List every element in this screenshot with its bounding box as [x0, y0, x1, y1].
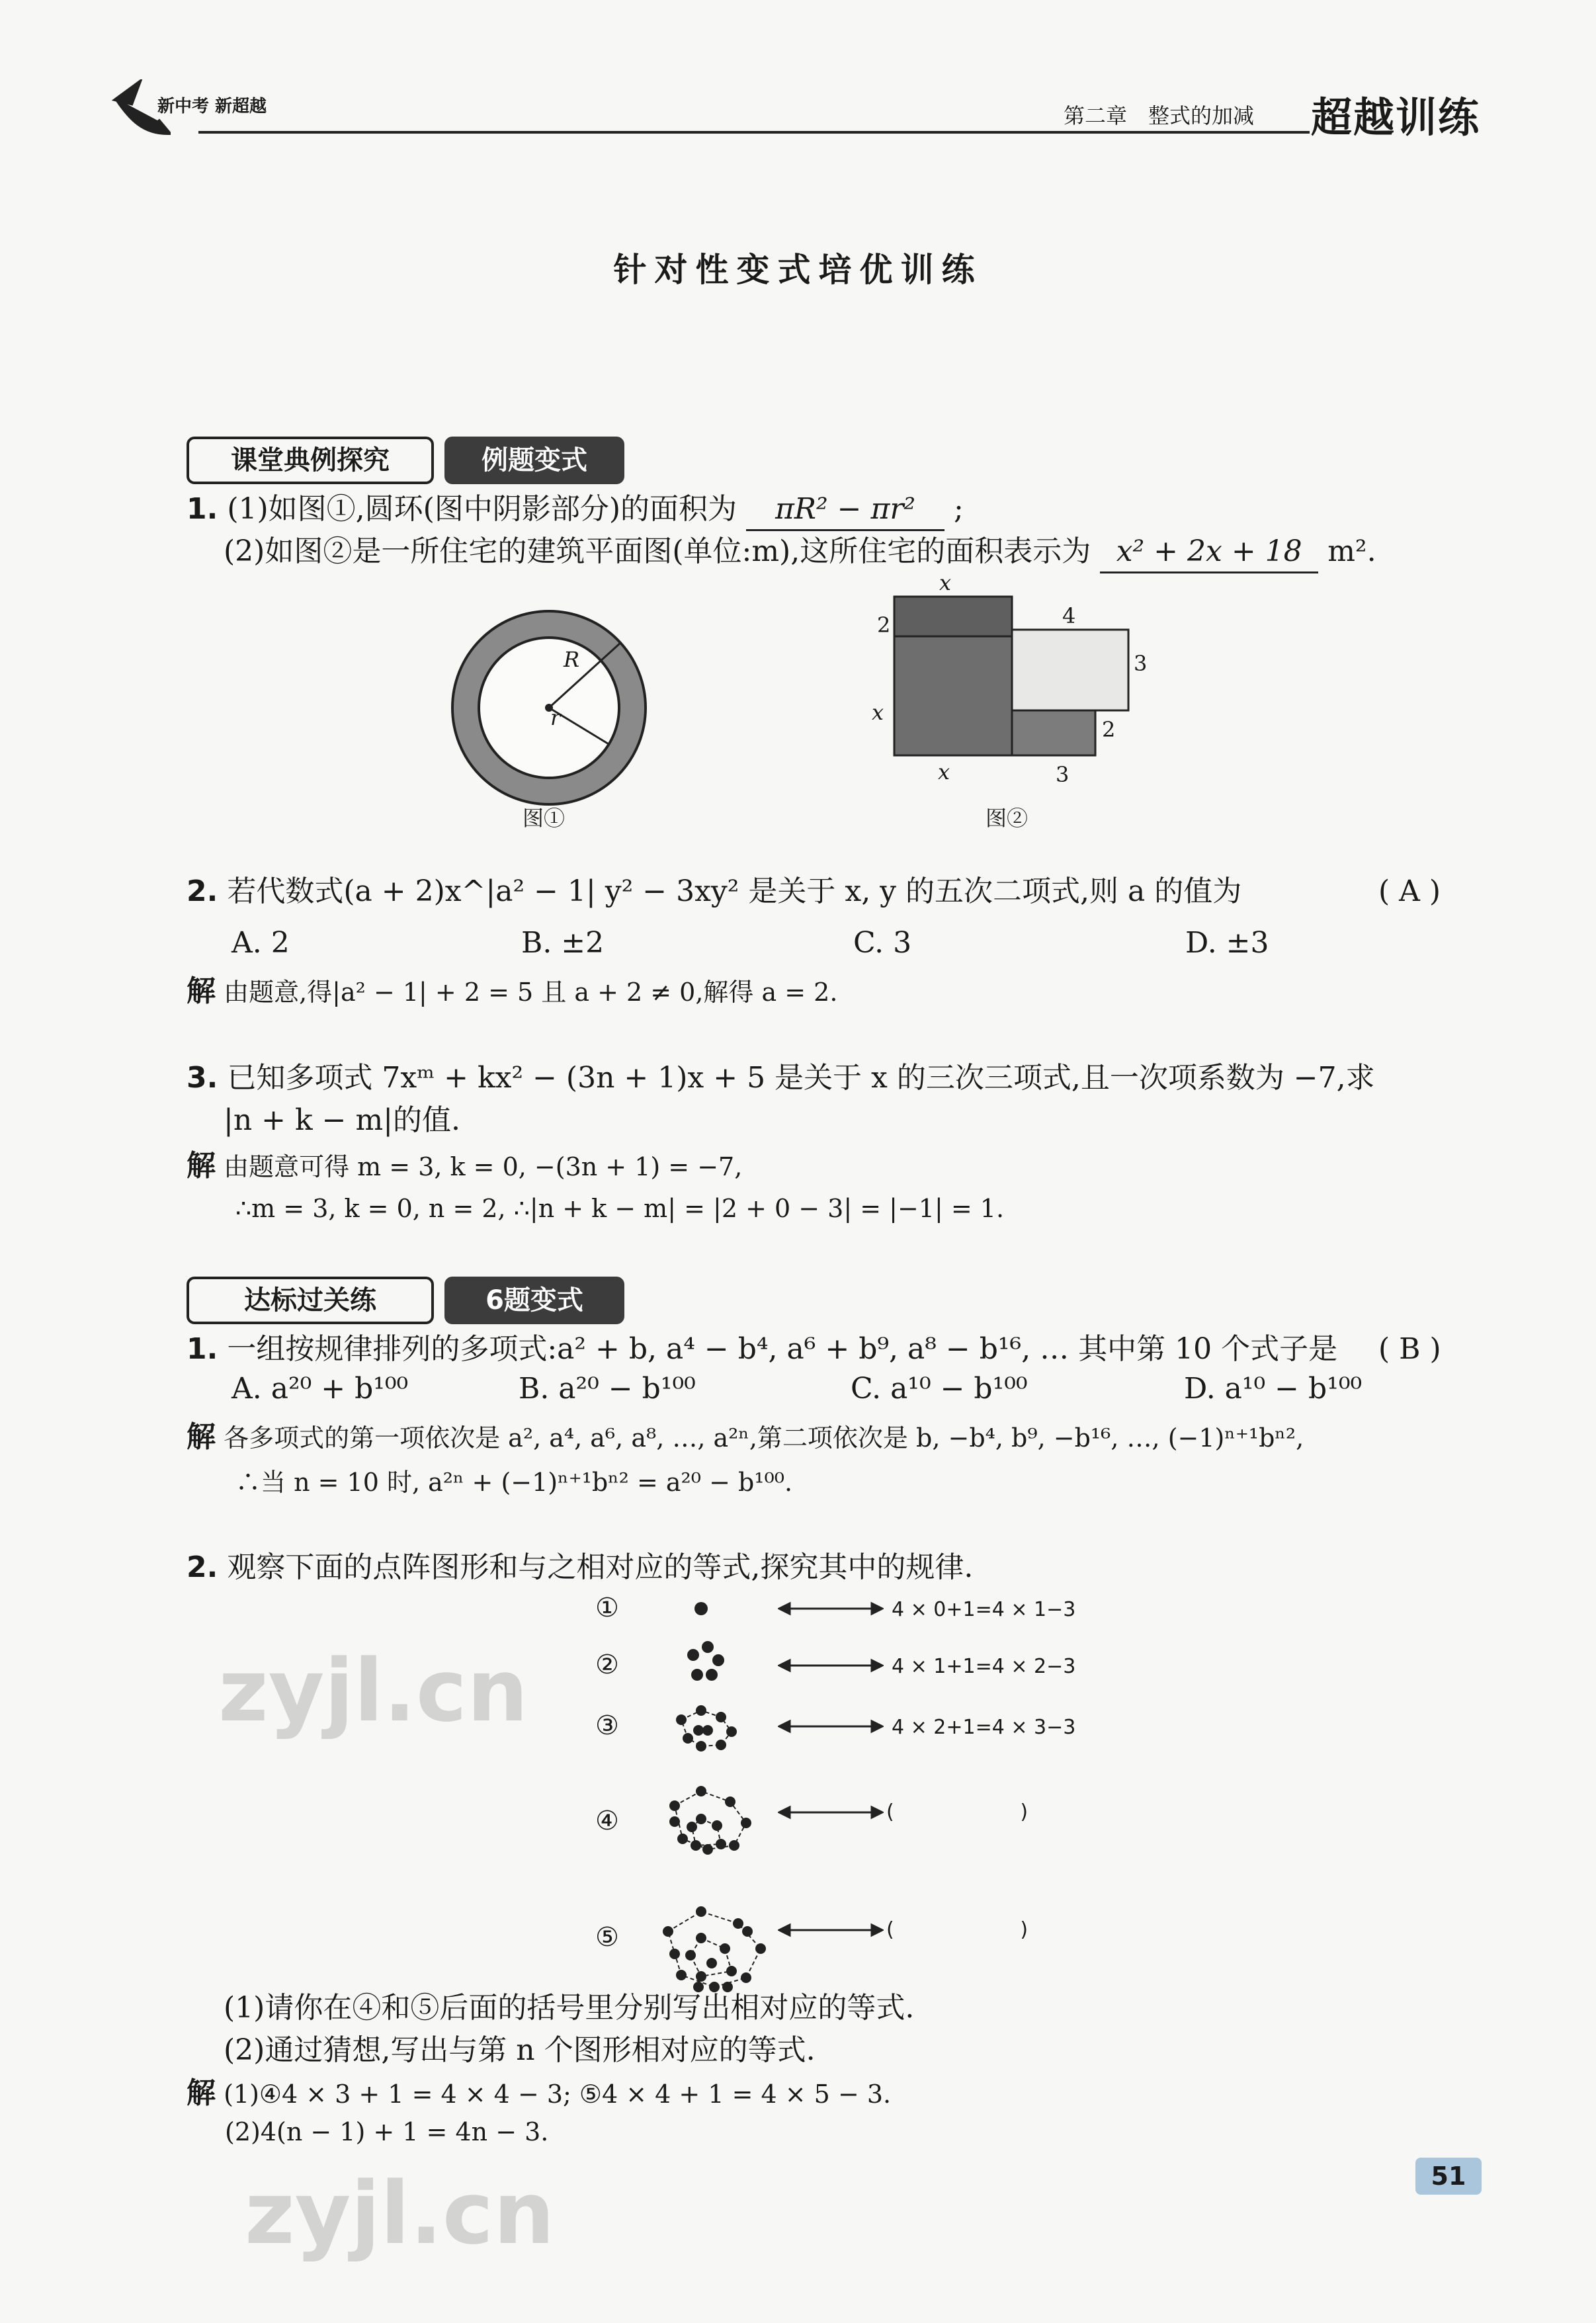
- answer-blank: πR² − πr²: [746, 489, 945, 531]
- question-number: 1.: [187, 1332, 218, 1366]
- equation-2: 4 × 1+1=4 × 2−3: [892, 1655, 1076, 1678]
- question-2: [187, 872, 1241, 911]
- solution-label: 解: [187, 1149, 216, 1183]
- option-a: A. a²⁰ + b¹⁰⁰: [231, 1372, 409, 1406]
- dim-label-left: x: [872, 700, 884, 725]
- row-label: ①: [595, 1593, 619, 1623]
- answer-choice: ( A ): [1378, 874, 1441, 908]
- row-label: ②: [595, 1650, 619, 1680]
- solution: [187, 1419, 1304, 1456]
- punctuation: ;: [954, 492, 964, 526]
- section-tag-left: 课堂典例探究: [187, 437, 434, 484]
- solution-line-2: (2)4(n − 1) + 1 = 4n − 3.: [225, 2117, 549, 2146]
- radius-label-outer: R: [564, 647, 580, 672]
- dim-label-top: x: [939, 570, 952, 595]
- question-text: 已知多项式 7xᵐ + kx² − (3n + 1)x + 5 是关于 x 的三次三项式,且一次项系数为 −7,求: [227, 1061, 1375, 1095]
- answer-blank: x² + 2x + 18: [1100, 532, 1318, 573]
- question-1: [187, 489, 964, 531]
- header-rule: [198, 131, 1310, 134]
- solution-label: 解: [187, 2076, 216, 2110]
- chapter-title: 第二章 整式的加减: [1064, 103, 1255, 128]
- row-label: ③: [595, 1711, 619, 1741]
- question-text: 若代数式(a + 2)x^|a² − 1| y² − 3xy² 是关于 x, y 的五次二项式,则 a 的值为: [227, 874, 1242, 908]
- option-d: D. a¹⁰ − b¹⁰⁰: [1184, 1372, 1363, 1406]
- dim-label-right: 3: [1134, 651, 1148, 676]
- section-tag-right: 例题变式: [444, 437, 624, 484]
- option-c: C. 3: [853, 926, 912, 960]
- figure-caption: 图①: [523, 806, 566, 831]
- sub-question-2: (2)通过猜想,写出与第 n 个图形相对应的等式.: [224, 2033, 816, 2067]
- question-2: [187, 1548, 973, 1587]
- question-text: 观察下面的点阵图形和与之相对应的等式,探究其中的规律.: [227, 1550, 974, 1584]
- question-1: [187, 1330, 1337, 1369]
- solution: [187, 1148, 742, 1185]
- option-b: B. ±2: [521, 926, 605, 960]
- option-a: A. 2: [231, 926, 290, 960]
- dim-label-bottom: x: [938, 759, 950, 784]
- section-tag-left: 达标过关练: [187, 1277, 434, 1324]
- brand-text: 新中考 新超越: [157, 97, 267, 116]
- solution: [187, 2076, 891, 2112]
- equation-5-blank: ( ): [886, 1918, 1029, 1941]
- page-title: 针对性变式培优训练: [613, 251, 983, 289]
- watermark: zyjl.cn: [218, 1640, 528, 1741]
- equation-3: 4 × 2+1=4 × 3−3: [892, 1716, 1076, 1739]
- question-number: 3.: [187, 1061, 218, 1095]
- question-number: 1.: [187, 492, 218, 526]
- answer-choice: ( B ): [1378, 1332, 1441, 1366]
- solution-text: (1)④4 × 3 + 1 = 4 × 4 − 3; ⑤4 × 4 + 1 = 4 × 5 − 3.: [224, 2080, 892, 2109]
- question-1-part-2: [224, 532, 1376, 573]
- dim-label-middle-top: 4: [1062, 603, 1076, 628]
- series-title: 超越训练: [1311, 93, 1481, 142]
- dot-pattern-figures: [635, 1581, 780, 2004]
- solution-label: 解: [187, 974, 216, 1008]
- question-3: [187, 1058, 1375, 1098]
- figure-caption: 图②: [986, 806, 1029, 831]
- solution-text: 由题意,得|a² − 1| + 2 = 5 且 a + 2 ≠ 0,解得 a = 2.: [224, 978, 838, 1007]
- question-number: 2.: [187, 874, 218, 908]
- dim-label-step: 2: [1102, 717, 1116, 742]
- dim-label-bottom-right: 3: [1056, 762, 1070, 787]
- sub-question-1: (1)请你在④和⑤后面的括号里分别写出相对应的等式.: [224, 1991, 915, 2025]
- dim-label-left-top: 2: [877, 612, 891, 638]
- solution-label: 解: [187, 1420, 216, 1454]
- section-tag-right: 6题变式: [444, 1277, 624, 1324]
- option-c: C. a¹⁰ − b¹⁰⁰: [851, 1372, 1028, 1406]
- solution: [187, 974, 837, 1010]
- watermark: zyjl.cn: [245, 2163, 555, 2263]
- row-label: ⑤: [595, 1922, 619, 1953]
- question-number: 2.: [187, 1550, 218, 1584]
- row-label: ④: [595, 1806, 619, 1836]
- solution-text: 各多项式的第一项依次是 a², a⁴, a⁶, a⁸, …, a²ⁿ,第二项依次是 b, −b⁴, b⁹, −b¹⁶, …, (−1)ⁿ⁺¹bⁿ²,: [224, 1423, 1304, 1453]
- radius-label-inner: r: [550, 705, 561, 730]
- question-text: (1)如图①,圆环(图中阴影部分)的面积为: [227, 492, 737, 526]
- question-3-line-2: |n + k − m|的值.: [224, 1103, 461, 1137]
- question-text: 一组按规律排列的多项式:a² + b, a⁴ − b⁴, a⁶ + b⁹, a⁸ − b¹⁶, … 其中第 10 个式子是: [227, 1332, 1338, 1366]
- option-b: B. a²⁰ − b¹⁰⁰: [519, 1372, 696, 1406]
- solution-line-2: ∴m = 3, k = 0, n = 2, ∴|n + k − m| = |2 + 0 − 3| = |−1| = 1.: [235, 1194, 1005, 1223]
- solution-line-2: ∴当 n = 10 时, a²ⁿ + (−1)ⁿ⁺¹bⁿ² = a²⁰ − b¹⁰⁰.: [235, 1468, 793, 1497]
- question-text: (2)如图②是一所住宅的建筑平面图(单位:m),这所住宅的面积表示为: [224, 534, 1091, 568]
- equation-1: 4 × 0+1=4 × 1−3: [892, 1598, 1076, 1621]
- annulus-figure: [437, 595, 661, 820]
- option-d: D. ±3: [1185, 926, 1269, 960]
- page-number: 51: [1415, 2158, 1482, 2195]
- unit-text: m².: [1327, 534, 1376, 568]
- solution-text: 由题意可得 m = 3, k = 0, −(3n + 1) = −7,: [224, 1152, 743, 1181]
- equation-4-blank: ( ): [886, 1800, 1029, 1824]
- double-arrows: [778, 1594, 884, 1945]
- floor-plan-figure: [886, 589, 1151, 774]
